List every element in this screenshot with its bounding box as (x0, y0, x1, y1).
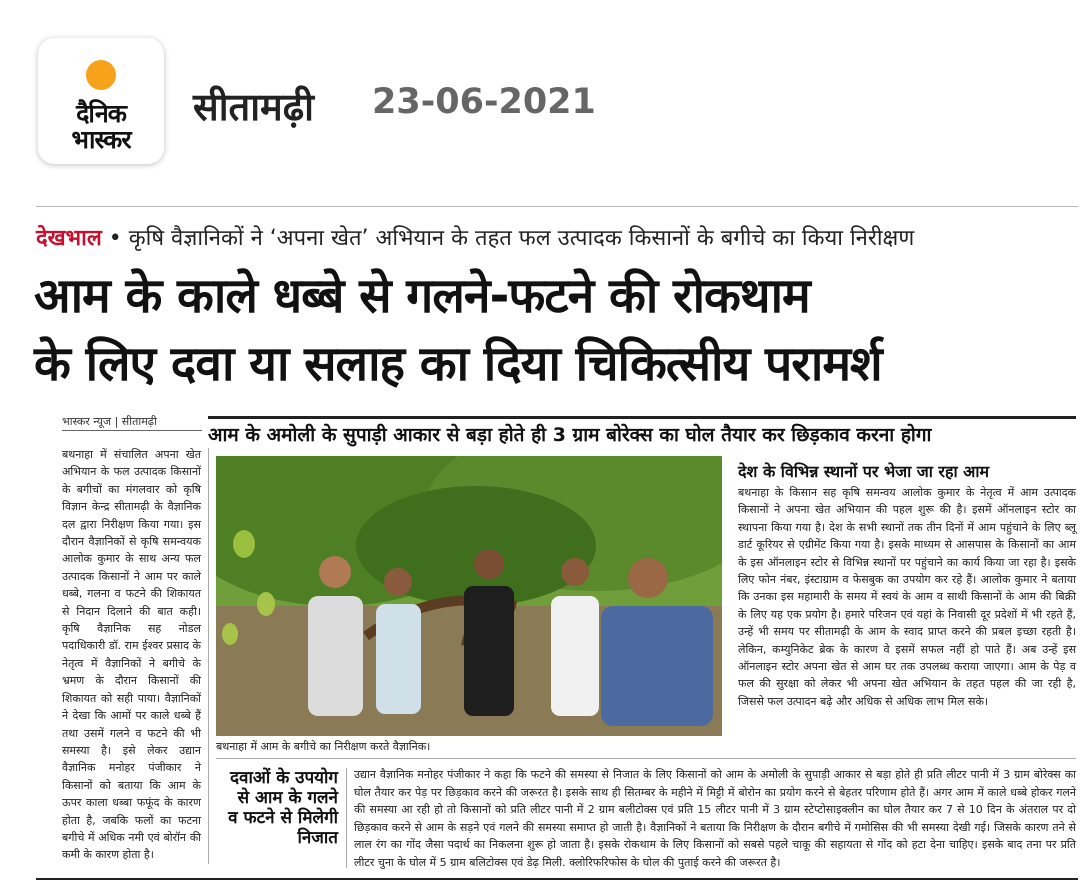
byline-divider (62, 430, 202, 431)
top-divider (36, 206, 1078, 207)
right-column (738, 484, 1076, 710)
byline: भास्कर न्यूज | सीतामढ़ी (62, 415, 157, 428)
kicker-tag: देखभाल (36, 226, 102, 251)
photo-caption: बथनाहा में आम के बगीचे का निरीक्षण करते वैज्ञानिक। (216, 740, 431, 753)
sun-icon (86, 60, 116, 90)
bottom-column (354, 766, 1076, 872)
left-column (62, 446, 201, 864)
dainik-bhaskar-logo (38, 38, 164, 164)
subheadline: आम के अमोली के सुपाड़ी आकार से बड़ा होते ही 3 ग्राम बोरेक्स का घोल तैयार कर छिड़काव करना होगा (208, 416, 1076, 451)
bottom-section-divider (216, 758, 1076, 759)
footer-divider (36, 878, 1078, 880)
pull-quote: दवाओं के उपयोग से आम के गलने व फटने से मिलेगी निजात (228, 768, 338, 848)
column-divider (208, 448, 209, 864)
edition-city: सीतामढ़ी (193, 85, 314, 129)
orchard-photo-illustration (216, 456, 722, 736)
pull-quote-divider (346, 768, 347, 868)
logo-text-line1: दैनिक (76, 99, 126, 128)
edition-date: 23-06-2021 (372, 82, 596, 122)
headline-line2: के लिए दवा या सलाह का दिया चिकित्सीय परामर्श (34, 336, 882, 392)
orchard-photo (216, 456, 722, 736)
right-column-heading: देश के विभिन्न स्थानों पर भेजा जा रहा आम (738, 462, 990, 481)
bottom-column-text: उद्यान वैज्ञानिक मनोहर पंजीकार ने कहा कि फटने की समस्या से निजात के लिए किसानों को आम के अमोली के सुपाड़ी आकार से बड़ा होते ही प्रति लीटर पानी में 3 ग्राम बोरेक्स का घोल तैयार कर पेड़ पर छिड़काव करने की जरूरत है। इसके साथ ही सितम्बर के महीने में मिट्टी में बोरोन का प्रयोग करने से बेहतर परिणाम होते हैं। अगर आम में काले धब्बे होकर गलने की समस्या आ रही हो तो किसानों को प्रति लीटर पानी में 2 ग्राम बलीटोक्स एवं प्रति 15 लीटर पानी में 3 ग्राम स्टेप्टोसाइक्लीन का घोल तैयार कर 7 से 10 दिन के अंतराल पर दो छिड़काव करने से आम के सड़ने एवं गलने की समस्या समाप्त हो जाती है। वैज्ञानिकों ने बताया कि निरीक्षण के दौरान बगीचे में गमोसिस की भी समस्या देखी गई। जिसके कारण तने से लाल रंग का गोंद जैसा पदार्थ का निकलना शुरू हो जाता है। इसके रोकथाम के लिए किसानों को सबसे पहले चाकू की सहायता से गोंद को हटा देना चाहिए। इसके बाद तना पर प्रति लीटर चुना के घोल में 5 ग्राम बलिटोक्स एवं डेढ़ मिली. क्लोरिफरिफोस के घोल की पुताई करने की जरूरत है। (354, 768, 1076, 869)
kicker-line (36, 222, 914, 252)
headline-line1: आम के काले धब्बे से गलने-फटने की रोकथाम (34, 268, 810, 324)
right-column-text: बथनाहा के किसान सह कृषि समन्वय आलोक कुमार के नेतृत्व में आम उत्पादक किसानों ने अपना खेत अभियान की पहल शुरू की है। इसमें ऑनलाइन स्टोर का स्थापना किया गया है। देश के सभी स्थानों तक तीन दिनों में आम पहुंचाने के लिए ब्लू डार्ट कूरियर से एग्रीमेंट किया गया है। इसके माध्यम से आसपास के किसानों का आम के इस ऑनलाइन स्टोर से विभिन्न स्थानों पर पहुंचाने का कार्य किया जा रहा है। इसके लिए फोन नंबर, इंस्टाग्राम व फेसबुक का उपयोग कर रहे हैं। आलोक कुमार ने बताया कि उनका इस महामारी के समय में स्वयं के आम व साथी किसानों के आम की बिक्री के लिए यह एक प्रयोग है। हमारे परिजन एवं यहां के निवासी दूर प्रदेशों में भी रहते हैं, उन्हें भी समय पर सीतामढ़ी के आम के स्वाद प्राप्त करने की प्रबल इच्छा रहती है। लेकिन, कम्युनिकेट ब्रेक के कारण वे इसमें सफल नहीं हो पाते हैं। अब उन्हें इस ऑनलाइन स्टोर अपना खेत से आम घर तक उपलब्ध कराया जाएगा। आम के पेड़ व फल की सुरक्षा को लेकर भी अपना खेत अभियान के तहत पहल की जा रही है, जिससे फल उत्पादन बढ़े और अधिक से अधिक लाभ मिल सके। (738, 486, 1076, 708)
kicker-bullet: • (108, 226, 129, 251)
left-column-text: बथनाहा में संचालित अपना खेत अभियान के फल उत्पादक किसानों के बगीचों का मंगलवार को कृषि विज्ञान केन्द्र सीतामढ़ी के वैज्ञानिक दल द्वारा निरीक्षण किया गया। इस दौरान वैज्ञानिकों से कृषि समन्वयक आलोक कुमार के साथ अन्य फल उत्पादक किसानों ने आम पर काले धब्बे, गलना व फटने की शिकायत से निदान दिलाने की बात कही। कृषि वैज्ञानिक सह नोडल पदाधिकारी डॉ. राम ईश्वर प्रसाद के नेतृत्व में वैज्ञानिकों ने बगीचे के भ्रमण के दौरान किसानों की शिकायत को सही पाया। वैज्ञानिकों ने देखा कि आमों पर काले धब्बे हैं तथा उसमें गलने व फटने की भी समस्या है। इसे लेकर उद्यान वैज्ञानिक मनोहर पंजीकार ने किसानों को बताया कि आम के ऊपर काला धब्बा फफूंद के कारण होता है, जबकि फलों का फटना बगीचे में अधिक नमी एवं बोरॉन की कमी के कारण होता है। (62, 448, 201, 862)
kicker-text: कृषि वैज्ञानिकों ने ‘अपना खेत’ अभियान के तहत फल उत्पादक किसानों के बगीचे का किया निरीक्षण (128, 226, 915, 251)
logo-text-line2: भास्कर (71, 125, 131, 154)
